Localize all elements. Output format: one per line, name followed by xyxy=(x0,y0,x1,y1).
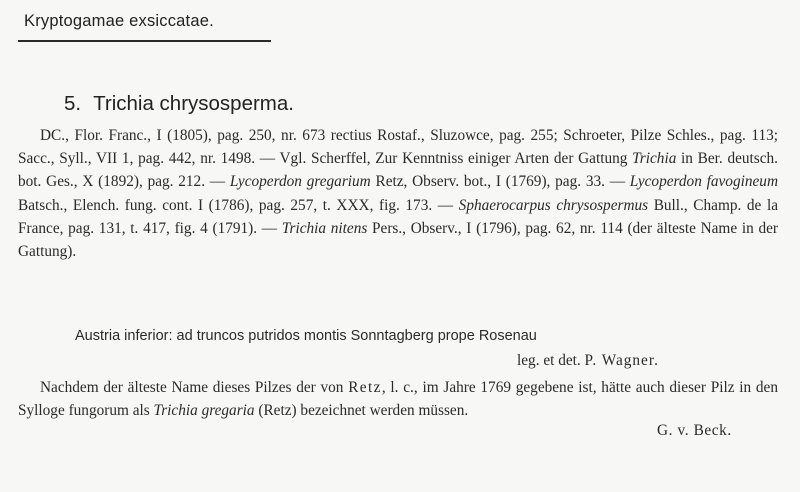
ref-text-5: Bull., Champ. de la France, pag. 131, t. 417, fig. 4 (1791). — xyxy=(18,196,778,237)
note-text-3: (Retz) bezeichnet werden müssen. xyxy=(254,402,469,420)
author-signature: G. v. Beck. xyxy=(657,422,732,439)
locality-region: Austria inferior: xyxy=(75,328,173,344)
locality-place: ad truncos putridos montis Sonntagberg prope Rosenau xyxy=(172,328,537,344)
ref-text-4: Batsch., Elench. fung. cont. I (1786), pag. 257, t. XXX, fig. 173. — xyxy=(18,196,459,214)
ref-italic-1: Trichia xyxy=(632,150,677,168)
synonymy-paragraph xyxy=(18,124,778,263)
collector-name: P. Wagner. xyxy=(584,352,659,369)
note-text-2: , l. c., im Jahre 1769 gegebene ist, hätte auch dieser Pilz in den Sylloge fungorum als xyxy=(18,379,778,420)
ref-italic-5: Trichia nitens xyxy=(281,219,368,237)
ref-text-2: in Ber. deutsch. bot. Ges., X (1892), pag. 212. — xyxy=(18,150,778,191)
entry-number: 5. xyxy=(64,92,82,115)
note-text-1: Nachdem der älteste Name dieses Pilzes der von xyxy=(40,379,349,396)
ref-text-1: DC., Flor. Franc., I (1805), pag. 250, nr. 673 rectius Rostaf., Sluzowce, pag. 255; Schroeter, Pilze Schles., pag. 113; Sacc., Syll., VII 1, pag. 442, nr. 1498. — Vgl. Scherffel, Zur Kenntniss einiger Arten der Gattung xyxy=(18,127,778,168)
ref-italic-4: Sphaerocarpus chrysospermus xyxy=(458,196,649,214)
ref-text-6: Pers., Observ., I (1796), pag. 62, nr. 114 (der älteste Name in der Gattung). xyxy=(18,219,778,261)
note-paragraph xyxy=(18,376,778,422)
running-header: Kryptogamae exsiccatae. xyxy=(24,12,214,30)
ref-italic-2: Lycoperdon gregarium xyxy=(229,173,371,191)
ref-text-3: Retz, Observ. bot., I (1769), pag. 33. — xyxy=(370,173,630,191)
species-name: Trichia chrysosperma. xyxy=(93,92,294,115)
note-italic: Trichia gregaria xyxy=(153,402,255,420)
locality-line xyxy=(75,328,537,344)
ref-italic-3: Lycoperdon favogineum xyxy=(629,173,778,191)
entry-title xyxy=(64,92,294,116)
collector-line xyxy=(517,352,659,370)
note-author: Retz xyxy=(348,379,382,396)
header-rule xyxy=(18,40,271,42)
collector-prefix: leg. et det. xyxy=(517,352,585,369)
